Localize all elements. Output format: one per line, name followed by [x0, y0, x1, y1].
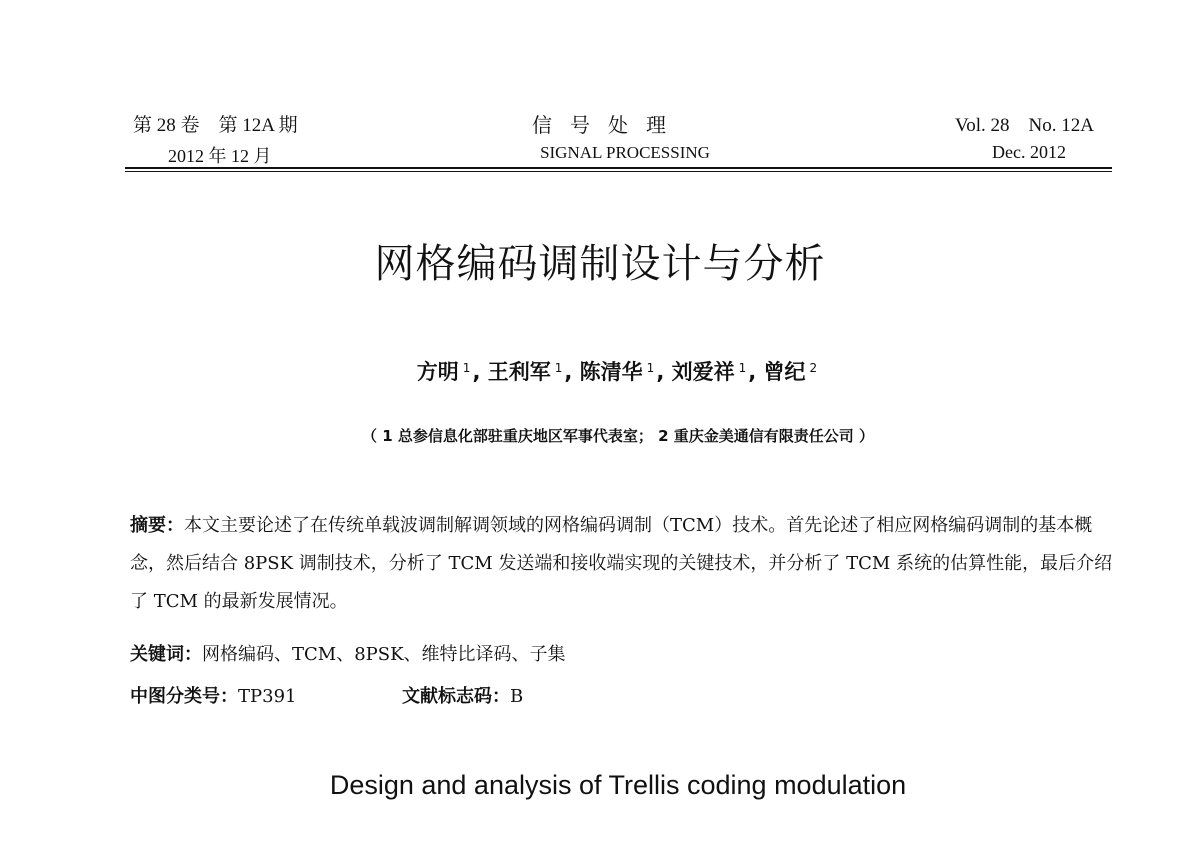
classification-code — [130, 682, 296, 708]
author-name: 曾纪 — [763, 360, 806, 384]
doc-code-label: 文献标志码： — [402, 686, 510, 707]
header-journal-name-cn: 信号处理 — [532, 115, 684, 137]
author-name: 王利军 — [487, 360, 551, 384]
header-journal-name-en: SIGNAL PROCESSING — [540, 143, 710, 162]
header-date-cn: 2012 年 12 月 — [168, 146, 272, 166]
author-name: 方明 — [416, 360, 459, 384]
keywords-text: 网格编码、TCM、8PSK、维特比译码、子集 — [202, 644, 566, 665]
author-affiliation-mark: 1 — [646, 361, 655, 375]
author-affiliation-mark: 2 — [809, 361, 818, 375]
header-rule-thick — [125, 167, 1112, 169]
header-volume-issue-cn: 第 28 卷 第 12A 期 — [133, 115, 298, 136]
header-rule-thin — [125, 171, 1112, 172]
abstract-label: 摘要： — [130, 515, 184, 536]
author-affiliation-mark: 1 — [738, 361, 747, 375]
paper-title-cn: 网格编码调制设计与分析 — [374, 241, 826, 287]
author-name: 陈清华 — [579, 360, 643, 384]
clc-label: 中图分类号： — [130, 686, 238, 707]
document-code — [402, 682, 523, 708]
affiliations: （ 1 总参信息化部驻重庆地区军事代表室； 2 重庆金美通信有限责任公司 ） — [362, 427, 874, 445]
abstract — [130, 507, 1120, 621]
author-affiliation-mark: 1 — [462, 361, 471, 375]
abstract-text: 本文主要论述了在传统单载波调制解调领域的网格编码调制（TCM）技术。首先论述了相应网格编码调制的基本概念，然后结合 8PSK 调制技术，分析了 TCM 发送端和接收端实现的关键技术，并分析了 TCM 系统的估算性能，最后介绍了 TCM 的最新发展情况。 — [130, 515, 1113, 612]
header-date-en: Dec. 2012 — [992, 142, 1066, 162]
author-list: 方明 $^1$, 王利军 $^1$, 陈清华 $^1$, 刘爱祥 $^1$, 曾纪 $^2$ — [416, 360, 818, 384]
keywords — [130, 640, 566, 666]
author-affiliation-mark: 1 — [554, 361, 563, 375]
clc-value: TP391 — [238, 686, 297, 707]
header-volume-issue-en: Vol. 28 No. 12A — [955, 115, 1094, 136]
keywords-label: 关键词： — [130, 644, 202, 665]
doc-code-value: B — [510, 686, 524, 707]
paper-title-en: Design and analysis of Trellis coding modulation — [329, 770, 907, 800]
author-name: 刘爱祥 — [671, 360, 735, 384]
